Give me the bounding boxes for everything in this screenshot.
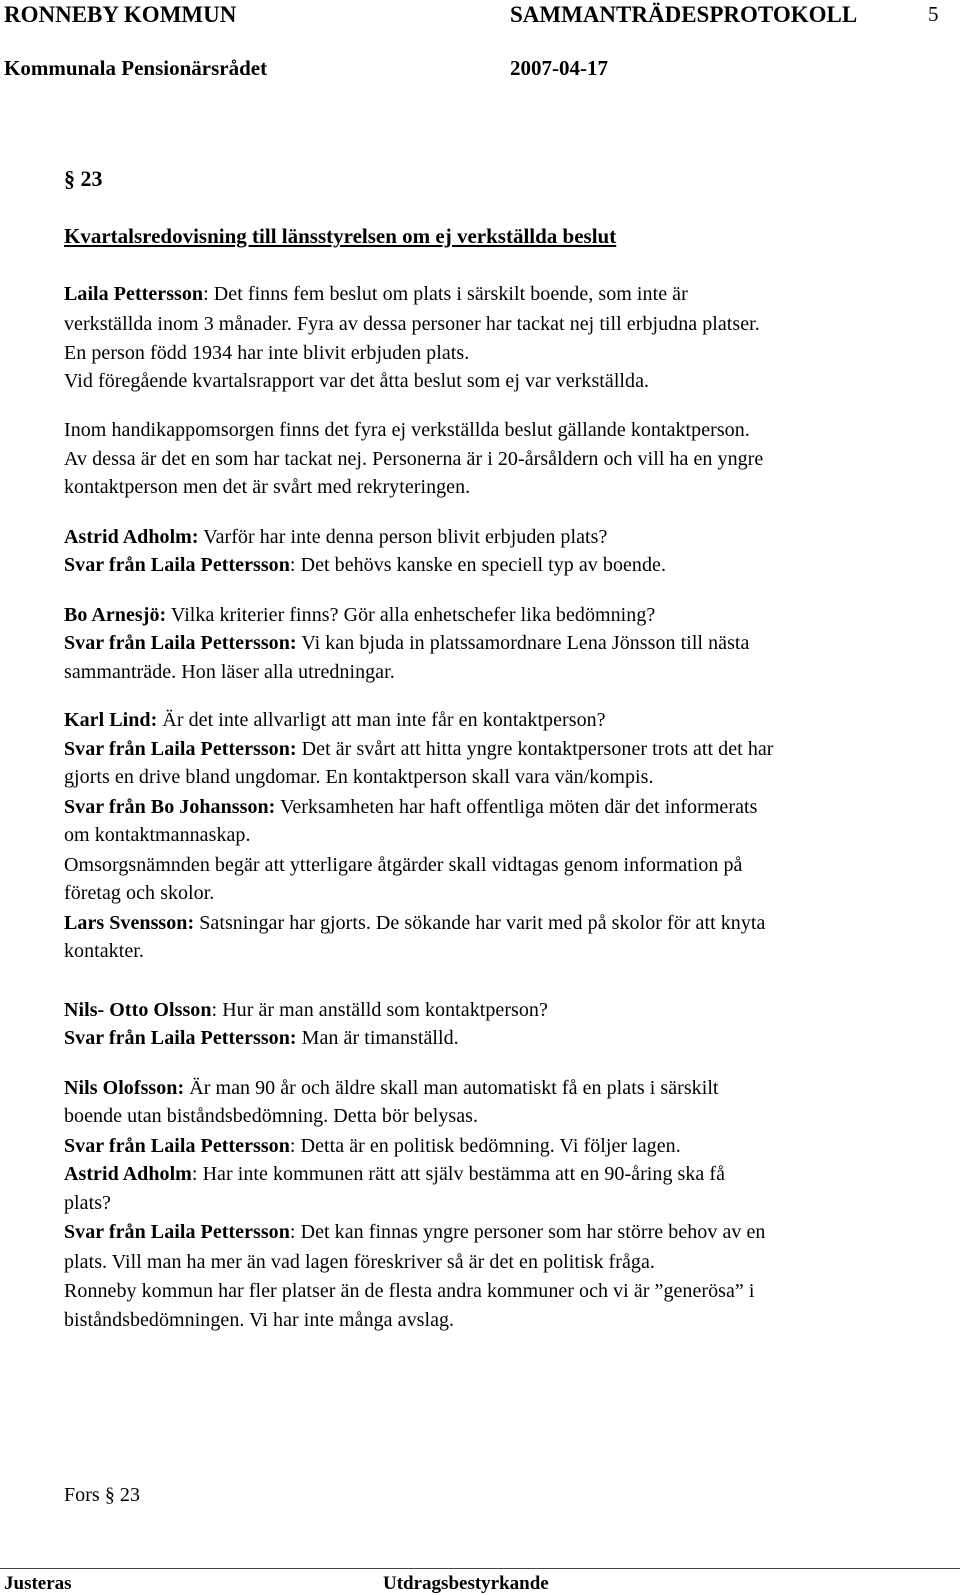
protocol-line (64, 419, 750, 442)
line-text: företag och skolor. (64, 882, 215, 904)
protocol-line (64, 632, 749, 655)
line-text: : Det behövs kanske en speciell typ av boende. (289, 554, 667, 576)
line-text: Man är timanställd. (296, 1027, 459, 1049)
speaker-name: Lars Svensson: (64, 912, 195, 934)
protocol-line (64, 1309, 454, 1332)
protocol-line (64, 554, 666, 577)
line-text: kontaktperson men det är svårt med rekryteringen. (64, 476, 471, 498)
line-text: plats. Vill man ha mer än vad lagen föreskriver så är det en politisk fråga. (64, 1251, 655, 1273)
protocol-line (64, 1163, 725, 1186)
protocol-line (64, 1280, 755, 1303)
speaker-name: Svar från Laila Pettersson: (64, 632, 297, 654)
document-type: SAMMANTRÄDESPROTOKOLL (510, 2, 858, 27)
line-text: om kontaktmannaskap. (64, 824, 251, 846)
line-text: Av dessa är det en som har tackat nej. Personerna är i 20-årsåldern och vill ha en yngre (64, 448, 764, 470)
speaker-name: Astrid Adholm (64, 1163, 192, 1185)
line-text: Ronneby kommun har fler platser än de flesta andra kommuner och vi är ”generösa” i (64, 1280, 755, 1302)
line-text: biståndsbedömningen. Vi har inte många avslag. (64, 1309, 455, 1331)
speaker-name: Svar från Bo Johansson: (64, 796, 276, 818)
line-text: Satsningar har gjorts. De sökande har varit med på skolor för att knyta (194, 912, 766, 934)
protocol-line (64, 1192, 111, 1215)
protocol-line (64, 448, 763, 471)
line-text: : Det finns fem beslut om plats i särskilt boende, som inte är (203, 283, 688, 305)
protocol-line (64, 1027, 459, 1050)
line-text: Vilka kriterier finns? Gör alla enhetschefer lika bedömning? (166, 604, 656, 626)
line-text: boende utan biståndsbedömning. Detta bör belysas. (64, 1105, 479, 1127)
line-text: : Har inte kommunen rätt att själv bestämma att en 90-åring ska få (191, 1163, 726, 1185)
line-text: Omsorgsnämnden begär att ytterligare åtgärder skall vidtagas genom information på (64, 854, 743, 876)
speaker-name: Svar från Laila Pettersson (64, 554, 290, 576)
line-text: Är man 90 år och äldre skall man automatiskt få en plats i särskilt (184, 1077, 719, 1099)
protocol-line (64, 283, 688, 306)
line-text: En person född 1934 har inte blivit erbjuden plats. (64, 342, 470, 364)
line-text: Vid föregående kvartalsrapport var det åtta beslut som ej var verkställda. (64, 370, 650, 392)
speaker-name: Nils Olofsson: (64, 1077, 185, 1099)
line-text: sammanträde. Hon läser alla utredningar. (64, 661, 395, 683)
protocol-line (64, 313, 760, 336)
line-text: Varför har inte denna person blivit erbjuden plats? (198, 526, 608, 548)
speaker-name: Karl Lind: (64, 709, 158, 731)
footer-utdragsbestyrkande: Utdragsbestyrkande (383, 1573, 549, 1594)
line-text: Vi kan bjuda in platssamordnare Lena Jönsson till nästa (296, 632, 750, 654)
committee-name: Kommunala Pensionärsrådet (4, 56, 268, 80)
protocol-line (64, 999, 548, 1022)
line-text: Inom handikappomsorgen finns det fyra ej verkställda beslut gällande kontaktperson. (64, 419, 750, 441)
speaker-name: Svar från Laila Pettersson (64, 1221, 290, 1243)
speaker-name: Svar från Laila Pettersson: (64, 1027, 297, 1049)
protocol-line (64, 476, 470, 499)
municipality-name: RONNEBY KOMMUN (4, 2, 237, 27)
speaker-name: Svar från Laila Pettersson: (64, 738, 297, 760)
protocol-line (64, 1077, 719, 1100)
line-text: : Det kan finnas yngre personer som har större behov av en (289, 1221, 766, 1243)
section-title: Kvartalsredovisning till länsstyrelsen om ej verkställda beslut (64, 224, 617, 248)
protocol-line (64, 370, 649, 393)
section-number: § 23 (64, 166, 103, 191)
footer-rule (0, 1568, 960, 1569)
line-text: Det är svårt att hitta yngre kontaktpersoner trots att det har (296, 738, 774, 760)
protocol-line (64, 709, 606, 732)
speaker-name: Astrid Adholm: (64, 526, 199, 548)
distribution-note: Fors § 23 (64, 1484, 141, 1506)
protocol-line (64, 526, 607, 549)
protocol-line (64, 342, 469, 365)
line-text: gjorts en drive bland ungdomar. En kontaktperson skall vara vän/kompis. (64, 766, 654, 788)
line-text: plats? (64, 1192, 111, 1214)
protocol-line (64, 604, 655, 627)
line-text: : Detta är en politisk bedömning. Vi följer lagen. (289, 1135, 681, 1157)
speaker-name: Laila Pettersson (64, 283, 204, 305)
speaker-name: Bo Arnesjö: (64, 604, 167, 626)
protocol-line (64, 940, 144, 963)
protocol-line (64, 1135, 681, 1158)
line-text: : Hur är man anställd som kontaktperson? (211, 999, 548, 1021)
meeting-date: 2007-04-17 (510, 56, 608, 80)
protocol-line (64, 1251, 655, 1274)
line-text: Är det inte allvarligt att man inte får en kontaktperson? (157, 709, 606, 731)
line-text: verkställda inom 3 månader. Fyra av dessa personer har tackat nej till erbjudna platser. (64, 313, 760, 335)
protocol-line (64, 854, 742, 877)
protocol-line (64, 882, 214, 905)
protocol-line (64, 1221, 765, 1244)
protocol-line (64, 1105, 478, 1128)
protocol-line (64, 912, 765, 935)
protocol-line (64, 824, 251, 847)
page-number: 5 (928, 2, 939, 26)
protocol-line (64, 796, 757, 819)
protocol-line (64, 766, 654, 789)
protocol-line (64, 661, 395, 684)
line-text: Verksamheten har haft offentliga möten där det informerats (275, 796, 758, 818)
line-text: kontakter. (64, 940, 144, 962)
protocol-line (64, 738, 774, 761)
speaker-name: Svar från Laila Pettersson (64, 1135, 290, 1157)
footer-justeras: Justeras (4, 1573, 72, 1594)
speaker-name: Nils- Otto Olsson (64, 999, 212, 1021)
